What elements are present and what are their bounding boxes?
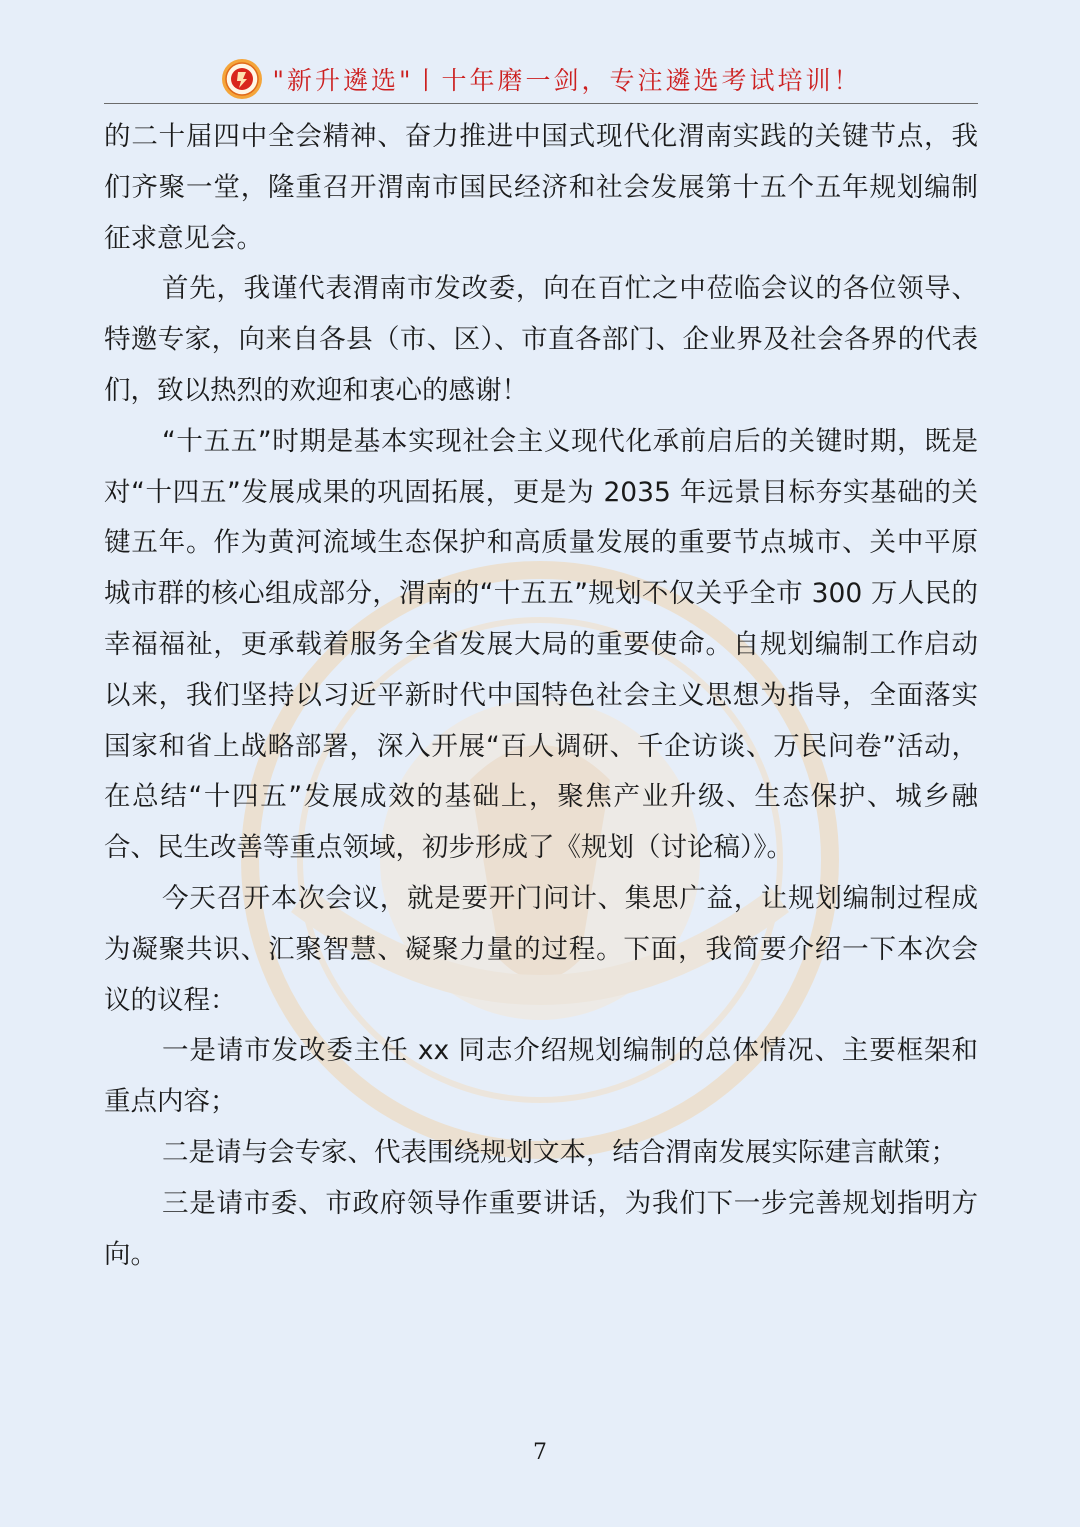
document-body: [104, 112, 978, 1280]
header-slogan: "新升遴选"丨十年磨一剑，专注遴选考试培训！: [272, 66, 862, 95]
seal-logo-icon: [221, 58, 263, 100]
paragraph: “十五五”时期是基本实现社会主义现代化承前启后的关键时期，既是对“十四五”发展成果的巩固拓展，更是为 2035 年远景目标夯实基础的关键五年。作为黄河流域生态保护和高质量发展的重要节点城市、关中平原城市群的核心组成部分，渭南的“十五五”规划不仅关乎全市 300 万人民的幸福福祉，更承载着服务全省发展大局的重要使命。自规划编制工作启动以来，我们坚持以习近平新时代中国特色社会主义思想为指导，全面落实国家和省上战略部署，深入开展“百人调研、千企访谈、万民问卷”活动，在总结“十四五”发展成效的基础上，聚焦产业升级、生态保护、城乡融合、民生改善等重点领域，初步形成了《规划（讨论稿）》。: [104, 425, 978, 864]
paragraph: 三是请市委、市政府领导作重要讲话，为我们下一步完善规划指明方向。: [104, 1187, 978, 1270]
page-header: [104, 56, 978, 102]
paragraph: 二是请与会专家、代表围绕规划文本，结合渭南发展实际建言献策；: [162, 1136, 957, 1168]
header-divider: [104, 103, 978, 104]
paragraph: 首先，我谨代表渭南市发改委，向在百忙之中莅临会议的各位领导、特邀专家，向来自各县（市、区）、市直各部门、企业界及社会各界的代表们，致以热烈的欢迎和衷心的感谢！: [104, 273, 978, 406]
paragraph: 今天召开本次会议，就是要开门问计、集思广益，让规划编制过程成为凝聚共识、汇聚智慧、凝聚力量的过程。下面，我简要介绍一下本次会议的议程：: [104, 882, 978, 1016]
page-number: 7: [533, 1440, 547, 1465]
paragraph: 的二十届四中全会精神、奋力推进中国式现代化渭南实践的关键节点，我们齐聚一堂，隆重召开渭南市国民经济和社会发展第十五个五年规划编制征求意见会。: [104, 121, 978, 254]
paragraph: 一是请市发改委主任 xx 同志介绍规划编制的总体情况、主要框架和重点内容；: [104, 1035, 978, 1118]
